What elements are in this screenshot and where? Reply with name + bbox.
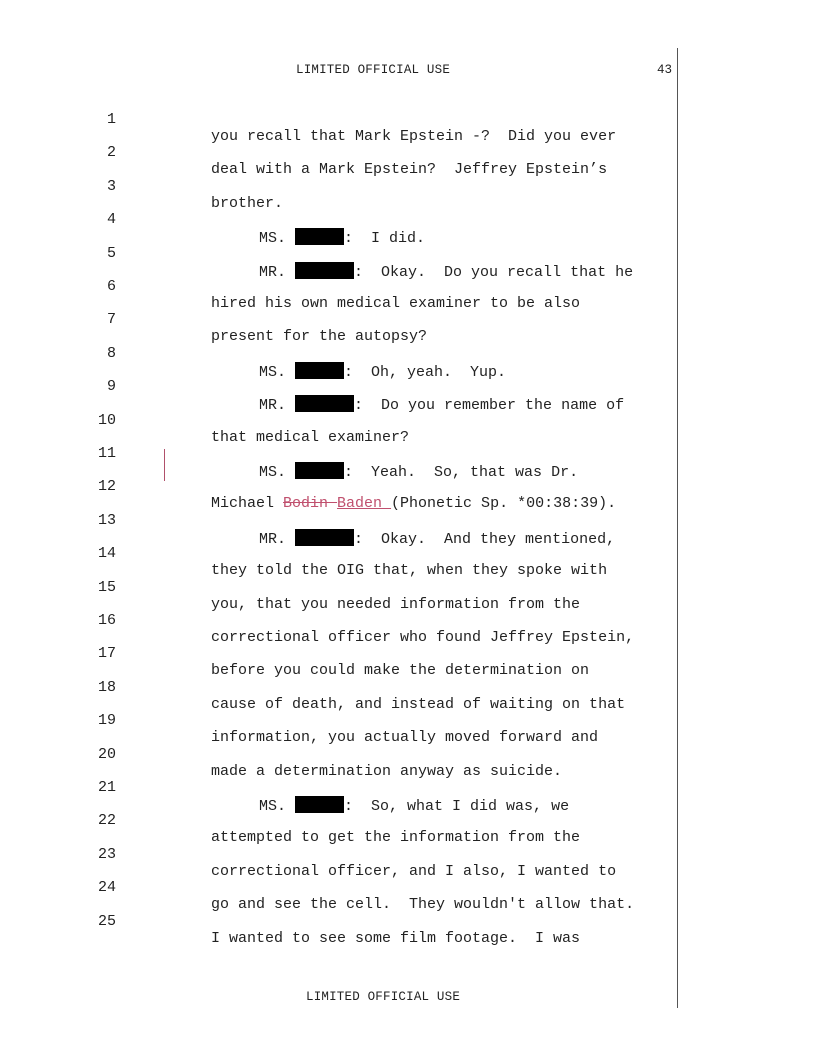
transcript-line (0, 161, 816, 212)
footer-title: LIMITED OFFICIAL USE (306, 990, 461, 1004)
speaker-title: MS. (259, 798, 287, 815)
line-text: correctional officer who found Jeffrey Epstein, (211, 629, 635, 646)
line-text: attempted to get the information from the (211, 829, 581, 847)
line-number: 23 (97, 845, 116, 863)
line-text: I wanted to see some film footage. I was (211, 929, 581, 947)
line-text: information, you actually moved forward and (211, 729, 599, 747)
line-text: correctional officer, and I also, I wanted to (211, 862, 617, 880)
transcript-line (0, 862, 816, 914)
transcript-line (0, 94, 816, 145)
transcript-line (0, 194, 816, 248)
line-text: go and see the cell. They wouldn't allow that. (211, 896, 635, 914)
line-text: : Okay. And they mentioned, (354, 530, 616, 548)
line-number: 14 (97, 545, 116, 563)
line-number: 4 (106, 211, 116, 229)
line-number: 12 (97, 478, 116, 496)
transcript-line (0, 228, 816, 281)
line-text: : Do you remember the name of (354, 397, 625, 415)
line-number: 18 (97, 678, 116, 696)
line-text: : I did. (344, 230, 426, 248)
line-text: before you could make the determination on (211, 662, 590, 680)
line-text: : Oh, yeah. Yup. (344, 363, 507, 381)
line-number: 17 (97, 645, 116, 663)
line-number: 8 (106, 344, 116, 362)
speaker-title: MS. (259, 464, 287, 481)
line-number: 13 (97, 511, 116, 529)
line-number: 16 (97, 612, 116, 629)
line-suffix: (Phonetic Sp. *00:38:39). (391, 495, 617, 513)
speaker-title: MS. (259, 363, 287, 381)
inserted-text: Baden (337, 495, 392, 513)
speaker-title: MR. (259, 397, 287, 415)
transcript-line (0, 562, 816, 613)
transcript-line (0, 495, 816, 548)
transcript-line (0, 795, 816, 847)
line-number: 10 (97, 411, 116, 429)
transcript-line (0, 428, 816, 481)
line-text: brother. (211, 194, 284, 212)
line-number: 3 (106, 177, 116, 195)
transcript-line (0, 294, 816, 346)
line-text: you recall that Mark Epstein -? Did you ever (211, 128, 617, 145)
line-number: 5 (106, 244, 116, 262)
line-number: 9 (106, 378, 116, 396)
transcript-line (0, 896, 816, 947)
line-number: 21 (97, 779, 116, 796)
transcript-line (0, 762, 816, 815)
line-number: 2 (106, 144, 116, 162)
transcript-line (0, 328, 816, 381)
transcript-line (0, 528, 816, 580)
line-number: 15 (97, 578, 116, 596)
line-text: : Yeah. So, that was Dr. (344, 464, 579, 481)
line-number: 11 (97, 445, 116, 462)
transcript-line (0, 461, 816, 513)
line-number: 1 (106, 111, 116, 128)
line-number: 25 (97, 912, 116, 930)
transcript-line (0, 628, 816, 680)
transcript-line (0, 595, 816, 646)
line-text: hired his own medical examiner to be also (211, 295, 581, 312)
transcript-line (0, 729, 816, 780)
line-text: present for the autopsy? (211, 328, 428, 346)
line-number: 22 (97, 812, 116, 830)
transcript-line (0, 829, 816, 880)
speaker-title: MR. (259, 263, 287, 281)
line-text: that medical examiner? (211, 428, 410, 446)
deleted-text: Bodin (283, 495, 338, 513)
line-number: 24 (97, 879, 116, 897)
line-number: 20 (97, 745, 116, 763)
transcript-line (0, 261, 816, 312)
transcript-line (0, 127, 816, 179)
line-text: they told the OIG that, when they spoke with (211, 562, 608, 580)
transcript-line (0, 361, 816, 415)
line-text: deal with a Mark Epstein? Jeffrey Epstein’s (211, 161, 608, 179)
line-text: made a determination anyway as suicide. (211, 762, 563, 780)
line-text: cause of death, and instead of waiting on that (211, 695, 626, 713)
header-title: LIMITED OFFICIAL USE (296, 63, 451, 77)
transcript-line (0, 662, 816, 713)
line-number: 6 (106, 278, 116, 295)
transcript-line (0, 395, 816, 446)
line-text: you, that you needed information from the (211, 595, 581, 613)
line-number: 7 (106, 311, 116, 329)
speaker-title: MR. (259, 530, 287, 548)
line-number: 19 (97, 712, 116, 730)
line-text: : Okay. Do you recall that he (354, 263, 634, 281)
line-prefix: Michael (211, 495, 284, 513)
speaker-title: MS. (259, 230, 287, 248)
page-number: 43 (656, 63, 672, 77)
transcript-line (0, 695, 816, 747)
line-text: : So, what I did was, we (344, 798, 570, 815)
